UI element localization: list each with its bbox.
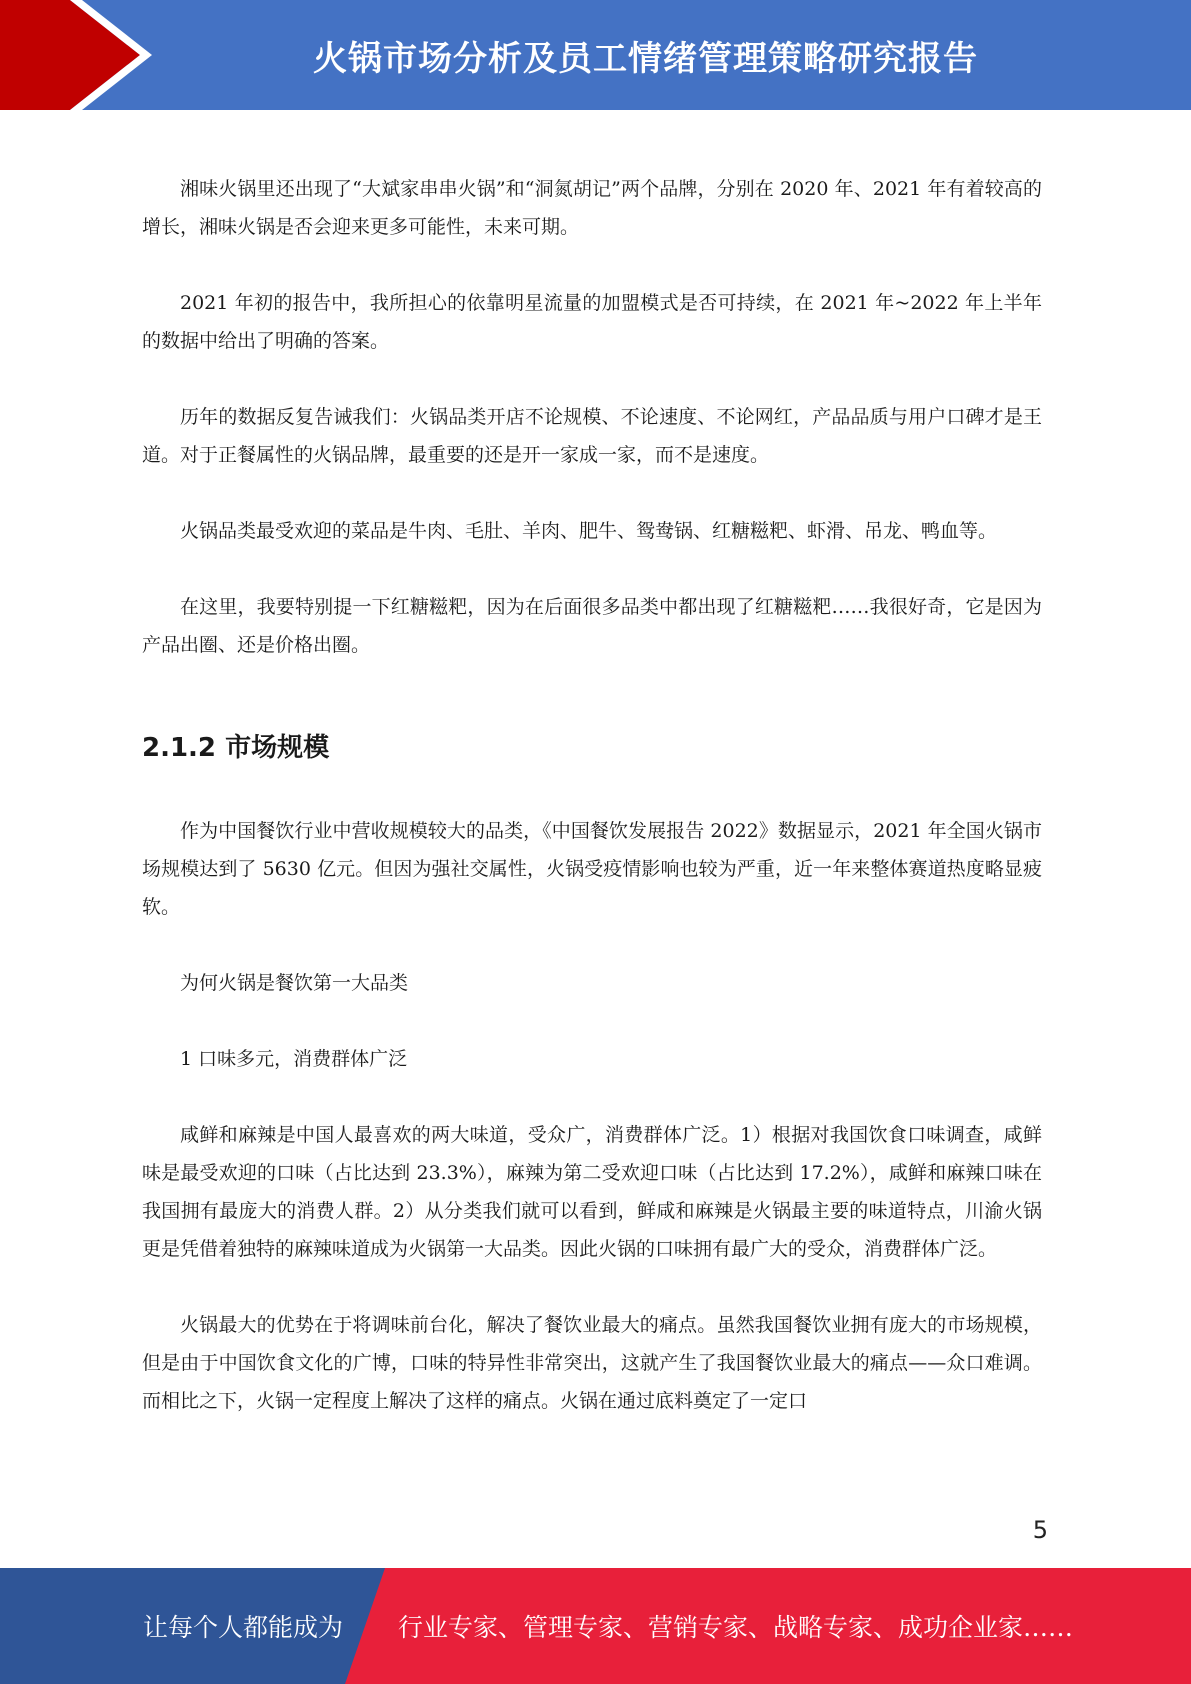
- paragraph: 湘味火锅里还出现了“大斌家串串火锅”和“洞氮胡记”两个品牌，分别在 2020 年、2021 年有着较高的增长，湘味火锅是否会迎来更多可能性，未来可期。: [142, 178, 1042, 238]
- footer-slogan-right: 行业专家、管理专家、营销专家、战略专家、成功企业家……: [398, 1613, 1074, 1642]
- paragraph: 作为中国餐饮行业中营收规模较大的品类，《中国餐饮发展报告 2022》数据显示，2021 年全国火锅市场规模达到了 5630 亿元。但因为强社交属性，火锅受疫情影响也较为严重，近一年来整体赛道热度略显疲软。: [142, 820, 1042, 918]
- paragraph: 2021 年初的报告中，我所担心的依靠明星流量的加盟模式是否可持续，在 2021 年~2022 年上半年的数据中给出了明确的答案。: [142, 292, 1042, 352]
- section-heading: 2.1.2 市场规模: [142, 733, 330, 763]
- page-number: 5: [1032, 1516, 1048, 1544]
- paragraph: 咸鲜和麻辣是中国人最喜欢的两大味道，受众广，消费群体广泛。1）根据对我国饮食口味调查，咸鲜味是最受欢迎的口味（占比达到 23.3%），麻辣为第二受欢迎口味（占比达到 17.2%），咸鲜和麻辣口味在我国拥有最庞大的消费人群。2）从分类我们就可以看到，鲜咸和麻辣是火锅最主要的味道特点，川渝火锅更是凭借着独特的麻辣味道成为火锅第一大品类。因此火锅的口味拥有最广大的受众，消费群体广泛。: [142, 1124, 1042, 1260]
- paragraph: 为何火锅是餐饮第一大品类: [180, 972, 409, 994]
- footer-slogan-left: 让每个人都能成为: [143, 1613, 344, 1642]
- header-title: 火锅市场分析及员工情绪管理策略研究报告: [313, 38, 978, 79]
- page-header: [0, 0, 1191, 110]
- paragraph: 火锅最大的优势在于将调味前台化，解决了餐饮业最大的痛点。虽然我国餐饮业拥有庞大的市场规模，但是由于中国饮食文化的广博，口味的特异性非常突出，这就产生了我国餐饮业最大的痛点——众口难调。而相比之下，火锅一定程度上解决了这样的痛点。火锅在通过底料奠定了一定口: [142, 1314, 1042, 1412]
- document-body: [142, 170, 1042, 1458]
- header-chevron-decoration: [0, 0, 160, 110]
- paragraph: 在这里，我要特别提一下红糖糍粑，因为在后面很多品类中都出现了红糖糍粑……我很好奇，它是因为产品出圈、还是价格出圈。: [142, 596, 1042, 656]
- paragraph: 1 口味多元，消费群体广泛: [180, 1048, 408, 1070]
- page-footer: [0, 1568, 1191, 1684]
- paragraph: 火锅品类最受欢迎的菜品是牛肉、毛肚、羊肉、肥牛、鸳鸯锅、红糖糍粑、虾滑、吊龙、鸭血等。: [180, 520, 998, 542]
- paragraph: 历年的数据反复告诫我们：火锅品类开店不论规模、不论速度、不论网红，产品品质与用户口碑才是王道。对于正餐属性的火锅品牌，最重要的还是开一家成一家，而不是速度。: [142, 406, 1042, 466]
